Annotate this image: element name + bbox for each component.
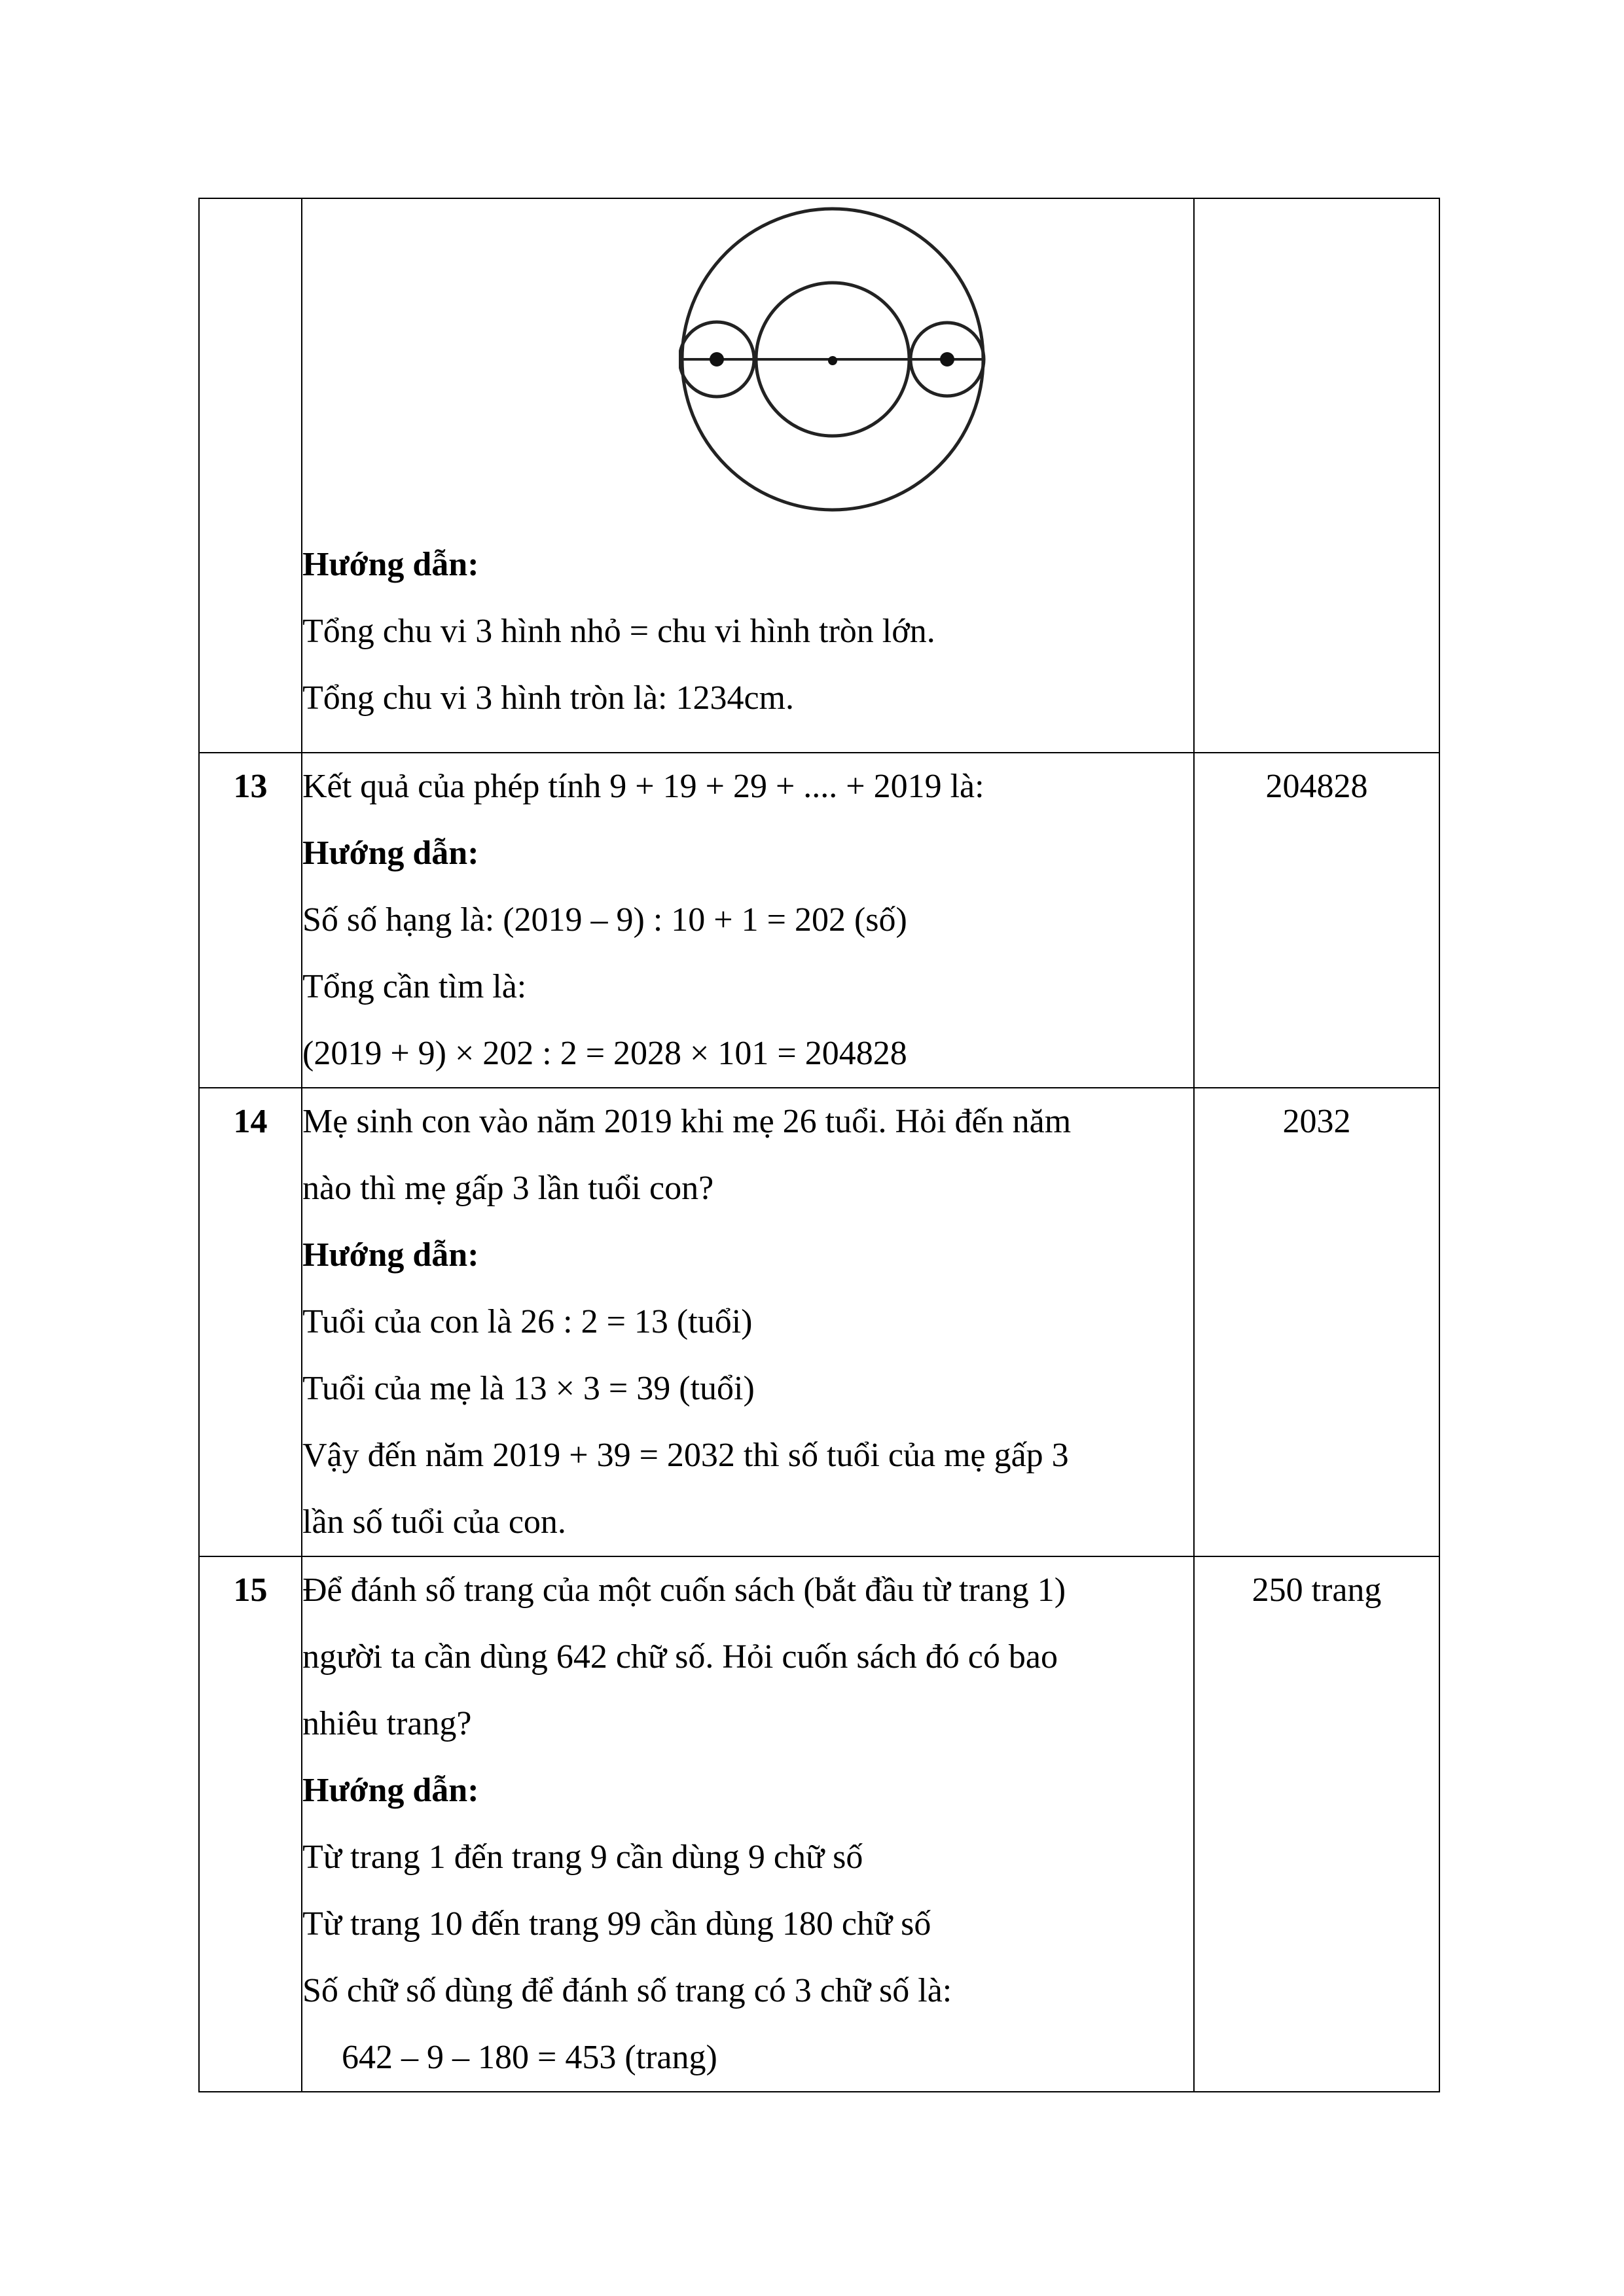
answer-cell: 204828 [1194,753,1439,1088]
guide-heading: Hướng dẫn: [302,1772,479,1809]
content-line: (2019 + 9) × 202 : 2 = 2028 × 101 = 204828 [302,1035,907,1072]
question-text: người ta cần dùng 642 chữ số. Hỏi cuốn sách đó có bao [302,1638,1058,1676]
content-line: Tổng chu vi 3 hình tròn là: 1234cm. [302,679,795,717]
guide-heading: Hướng dẫn: [302,546,479,583]
table-row [199,198,1439,753]
content-line: Tuổi của con là 26 : 2 = 13 (tuổi) [302,1303,753,1340]
question-number: 15 [199,1556,302,2092]
content-line: Tổng cần tìm là: [302,968,527,1005]
content-line: Số số hạng là: (2019 – 9) : 10 + 1 = 202 (số) [302,901,907,939]
question-content [302,1556,1194,2092]
table-row [199,1088,1439,1556]
content-line: Từ trang 1 đến trang 9 cần dùng 9 chữ số [302,1839,863,1876]
content-line: Số chữ số dùng để đánh số trang có 3 chữ số là: [302,1972,952,2009]
table-row [199,1556,1439,2092]
circles-diagram [679,206,986,520]
content-line: Vậy đến năm 2019 + 39 = 2032 thì số tuổi của mẹ gấp 3 [302,1437,1069,1474]
content-line: 642 – 9 – 180 = 453 (trang) [342,2039,717,2076]
content-line: Tổng chu vi 3 hình nhỏ = chu vi hình tròn lớn. [302,613,935,650]
content-line: Tuổi của mẹ là 13 × 3 = 39 (tuổi) [302,1370,755,1407]
middle-center-dot [828,356,837,365]
question-text: Kết quả của phép tính 9 + 19 + 29 + .... + 2019 là: [302,768,984,805]
content-line: Từ trang 10 đến trang 99 cần dùng 180 chữ số [302,1905,931,1943]
answer-cell: 2032 [1194,1088,1439,1556]
question-text: nào thì mẹ gấp 3 lần tuổi con? [302,1170,714,1207]
question-content [302,753,1194,1088]
guide-heading: Hướng dẫn: [302,834,479,872]
answer-table [198,198,1440,2092]
question-content [302,1088,1194,1556]
question-number: 14 [199,1088,302,1556]
question-number: 13 [199,753,302,1088]
left-center-dot [710,352,724,367]
answer-cell [1194,198,1439,753]
right-center-dot [940,352,954,367]
question-text: Mẹ sinh con vào năm 2019 khi mẹ 26 tuổi. Hỏi đến năm [302,1103,1072,1140]
question-text: nhiêu trang? [302,1705,472,1742]
question-text: Để đánh số trang của một cuốn sách (bắt đầu từ trang 1) [302,1571,1066,1609]
content-line: lần số tuổi của con. [302,1503,566,1541]
question-number [199,198,302,753]
table-row [199,753,1439,1088]
answer-cell: 250 trang [1194,1556,1439,2092]
guide-lines [302,526,1193,732]
guide-heading: Hướng dẫn: [302,1236,479,1274]
question-content [302,198,1194,753]
circles-figure [302,199,1193,526]
